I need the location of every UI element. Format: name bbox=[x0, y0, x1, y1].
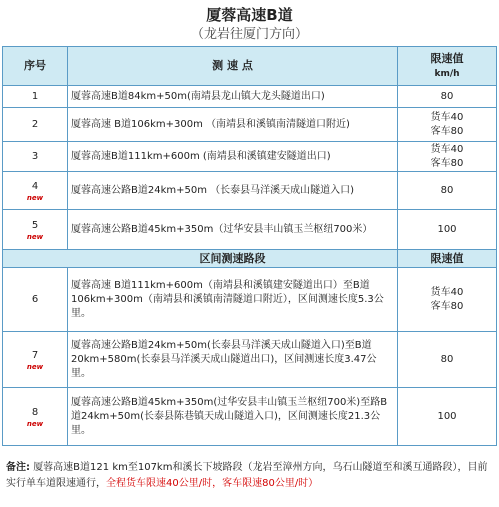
table-row bbox=[3, 172, 497, 210]
table-row bbox=[3, 108, 497, 142]
row-no: 7 new bbox=[3, 332, 68, 388]
row-no: 8 new bbox=[3, 388, 68, 446]
row-no: 4 new bbox=[3, 172, 68, 210]
footnote bbox=[6, 460, 494, 492]
table-row bbox=[3, 210, 497, 250]
table-row bbox=[3, 142, 497, 172]
row-no: 5 new bbox=[3, 210, 68, 250]
table-row bbox=[3, 332, 497, 388]
row-limit: 货车40 客车80 bbox=[398, 108, 497, 142]
header-limit-label: 限速值 bbox=[430, 51, 464, 65]
header-point: 测 速 点 bbox=[68, 47, 398, 86]
row-point: 厦蓉高速公路B道45km+350m（过华安县丰山镇玉兰枢纽700米） bbox=[68, 210, 398, 250]
row-point: 厦蓉高速B道84km+50m(南靖县龙山镇大龙头隧道出口) bbox=[68, 86, 398, 108]
footnote-highlight: 全程货车限速40公里/时，客车限速80公里/时） bbox=[106, 478, 319, 489]
row-limit: 80 bbox=[398, 86, 497, 108]
row-point: 厦蓉高速 B道106km+300m （南靖县和溪镇南清隧道口附近) bbox=[68, 108, 398, 142]
section-title: 区间测速路段 bbox=[68, 250, 398, 268]
header-limit bbox=[398, 47, 497, 86]
page-title: 厦蓉高速B道 bbox=[206, 6, 293, 24]
row-limit: 货车40 客车80 bbox=[398, 268, 497, 332]
page-subtitle: （龙岩往厦门方向） bbox=[190, 27, 308, 42]
row-point: 厦蓉高速公路B道45km+350m(过华安县丰山镇玉兰枢纽700米)至路B道24km+50m(长泰县陈巷镇天成山隧道入口)，区间测速长度21.3公里。 bbox=[68, 388, 398, 446]
footnote-label: 备注: bbox=[6, 462, 30, 473]
footnote-text: 厦蓉高速B道121 km至107km和溪长下坡路段（龙岩至漳州方向，乌石山隧道至和溪互通路段），目前实行单车道限速通行， bbox=[6, 462, 488, 489]
new-badge: new bbox=[26, 232, 44, 241]
row-point: 厦蓉高速公路B道24km+50m （长泰县马洋溪天成山隧道入口) bbox=[68, 172, 398, 210]
table-row bbox=[3, 388, 497, 446]
row-limit: 货车40 客车80 bbox=[398, 142, 497, 172]
row-no: 3 bbox=[3, 142, 68, 172]
header-no: 序号 bbox=[3, 47, 68, 86]
new-badge: new bbox=[26, 419, 44, 428]
new-badge: new bbox=[26, 362, 44, 371]
section-blank bbox=[3, 250, 68, 268]
table-header-row bbox=[3, 47, 497, 86]
row-limit: 80 bbox=[398, 172, 497, 210]
new-badge: new bbox=[26, 193, 44, 202]
speed-camera-table bbox=[2, 46, 497, 446]
row-no: 2 bbox=[3, 108, 68, 142]
section-limit-header: 限速值 bbox=[398, 250, 497, 268]
row-point: 厦蓉高速公路B道24km+50m(长泰县马洋溪天成山隧道入口)至B道20km+580m(长泰县马洋溪天成山隧道出口)，区间测速长度3.47公里。 bbox=[68, 332, 398, 388]
row-no: 1 bbox=[3, 86, 68, 108]
row-limit: 100 bbox=[398, 210, 497, 250]
row-limit: 80 bbox=[398, 332, 497, 388]
row-limit: 100 bbox=[398, 388, 497, 446]
row-point: 厦蓉高速B道111km+600m (南靖县和溪镇建安隧道出口) bbox=[68, 142, 398, 172]
table-row bbox=[3, 268, 497, 332]
row-no: 6 bbox=[3, 268, 68, 332]
header-limit-unit: km/h bbox=[434, 68, 460, 79]
table-row bbox=[3, 86, 497, 108]
section-header-row bbox=[3, 250, 497, 268]
row-point: 厦蓉高速 B道111km+600m（南靖县和溪镇建安隧道出口）至B道106km+300m（南靖县和溪镇南清隧道口附近），区间测速长度5.3公里。 bbox=[68, 268, 398, 332]
